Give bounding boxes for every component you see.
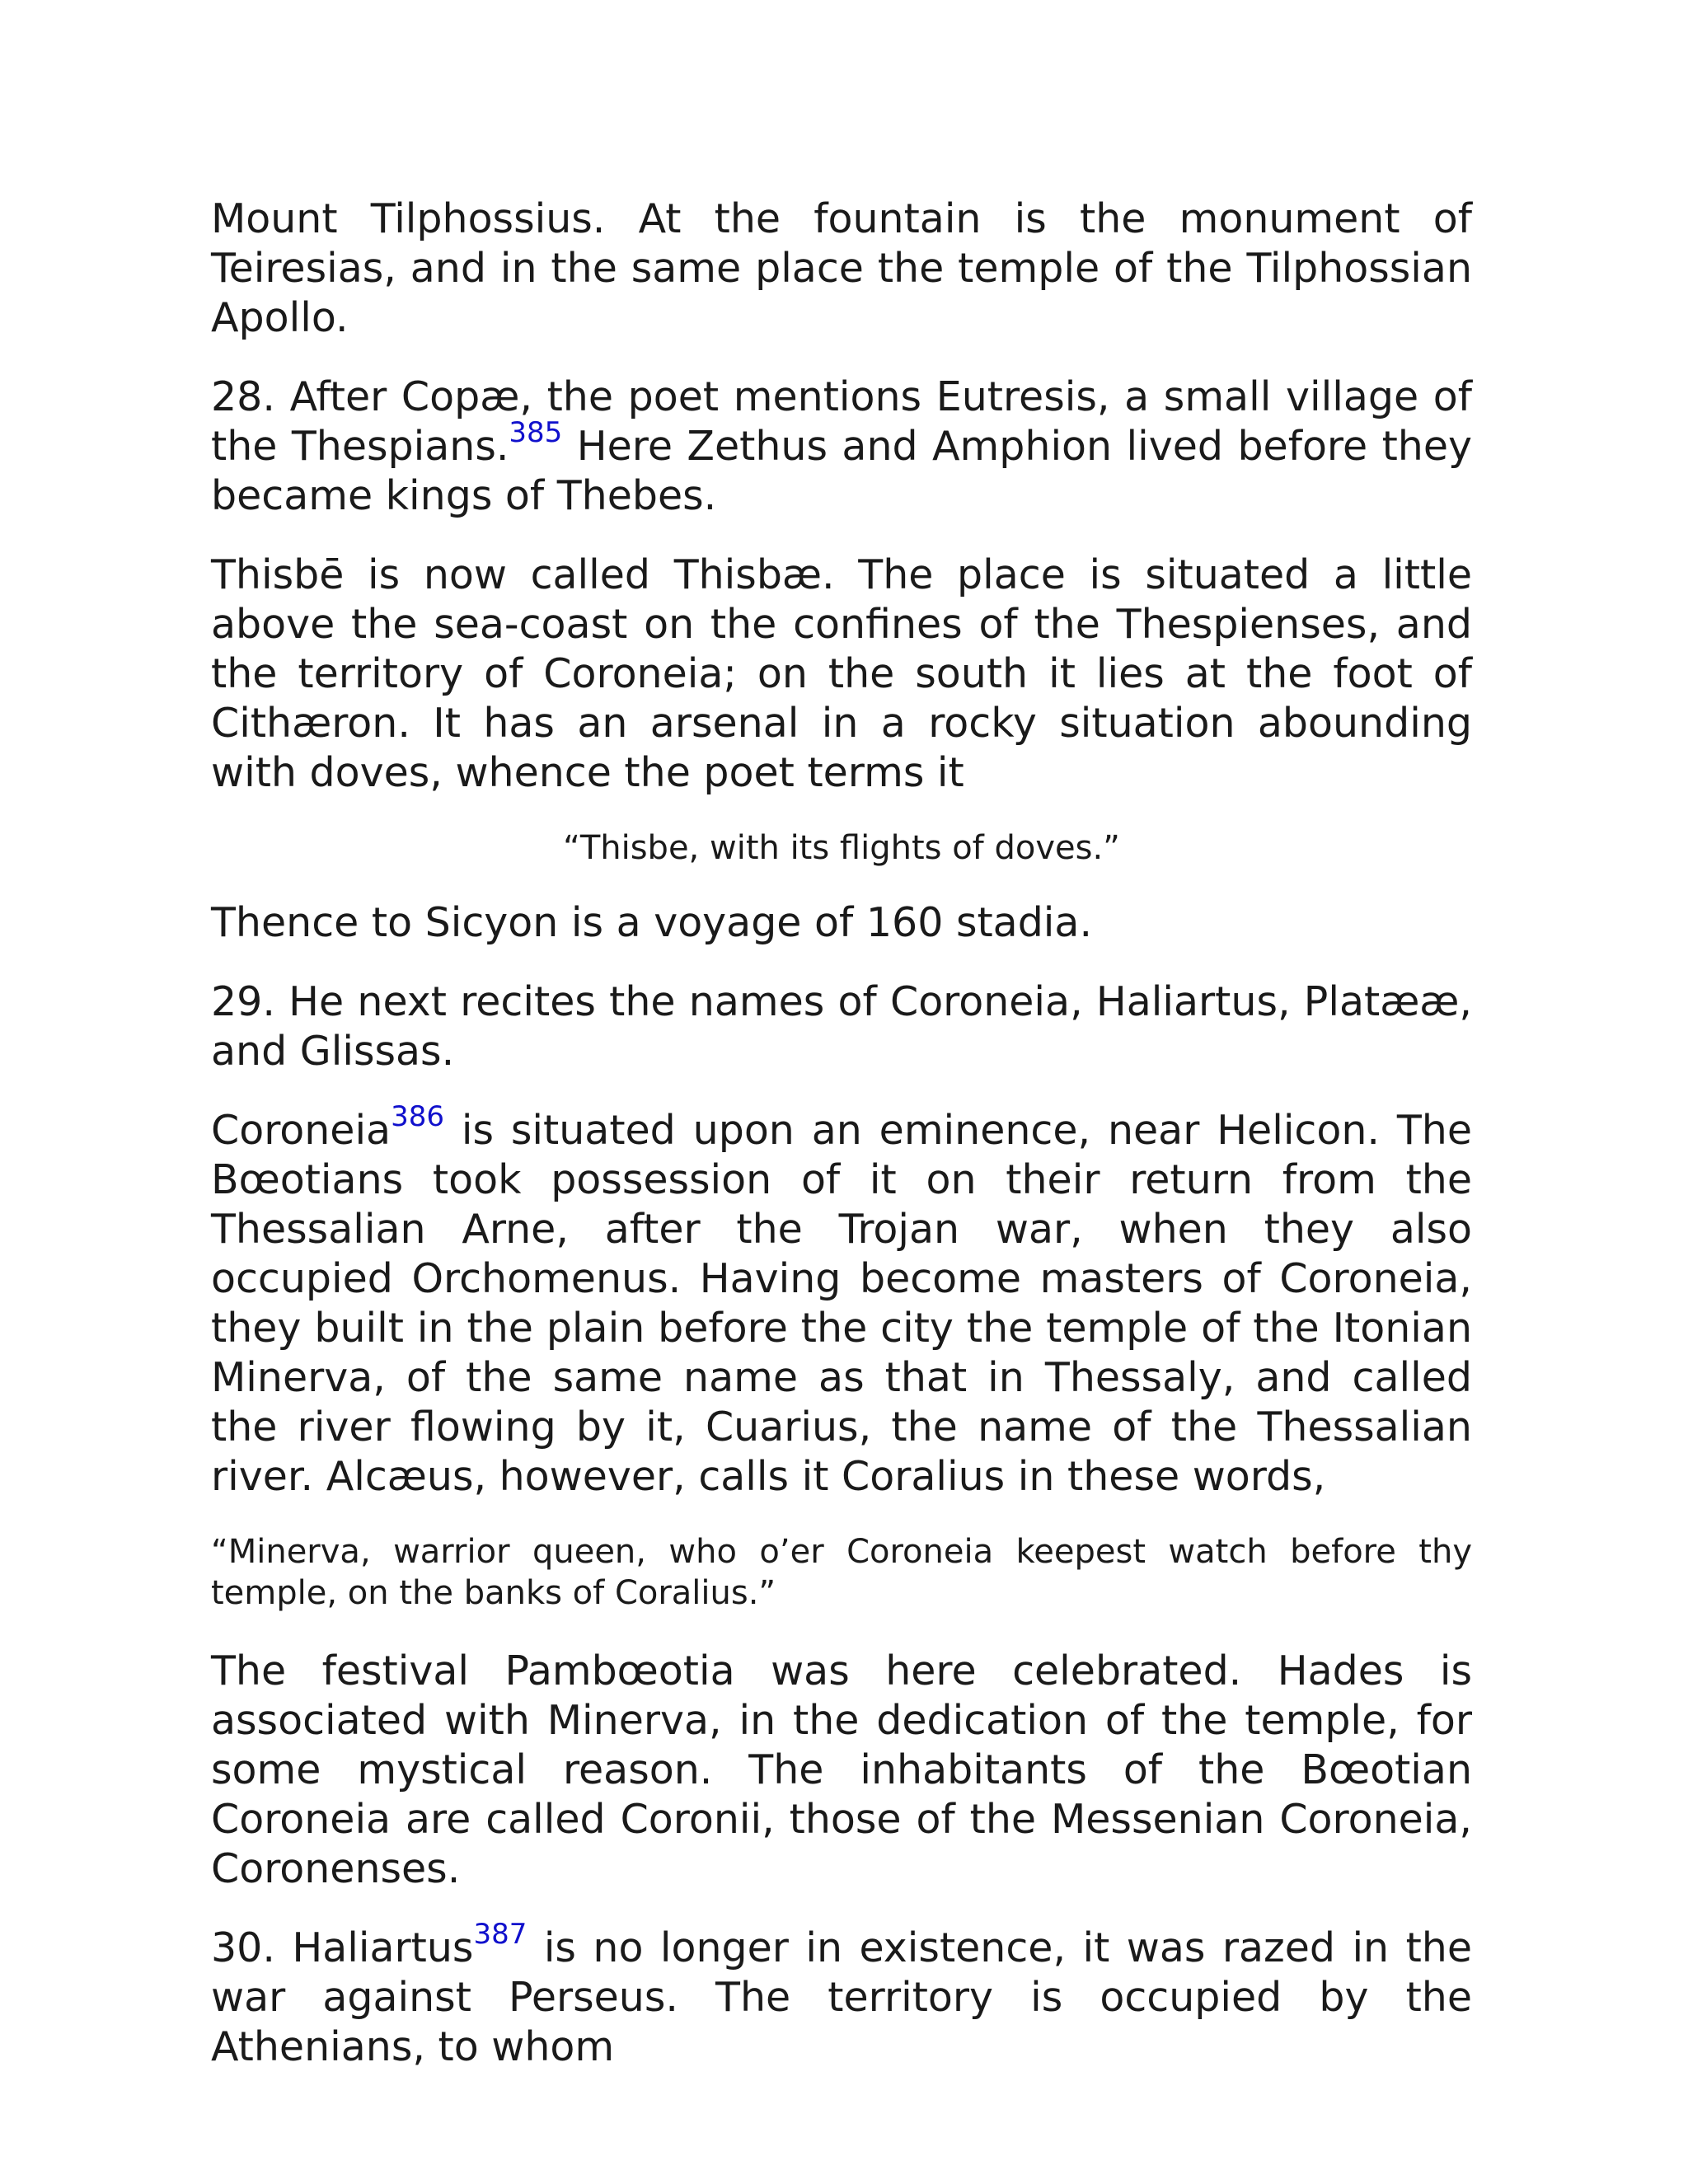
- paragraph-text: Mount Tilphossius. At the fountain is the monument of Teiresias, and in the same place the temple of the Tilphossian Apollo.: [211, 195, 1472, 341]
- paragraph-text: 29. He next recites the names of Coroneia, Haliartus, Platææ, and Glissas.: [211, 978, 1472, 1075]
- quote-minerva: “Minerva, warrior queen, who o’er Coroneia keepest watch before thy temple, on the banks of Coralius.”: [211, 1533, 1472, 1612]
- paragraph-text: is situated upon an eminence, near Helicon. The Bœotians took possession of it on their return from the Thessalian Arne, after the Trojan war, when they also occupied Orchomenus. Having become masters of Coroneia, they built in the plain before the city the temple of the Itonian Minerva, of the same name as that in Thessaly, and called the river flowing by it, Cuarius, the name of the Thessalian river. Alcæus, however, calls it Coralius in these words,: [211, 1107, 1472, 1500]
- paragraph-28-eutresis: [211, 373, 1472, 521]
- paragraph-30-haliartus: [211, 1918, 1472, 2072]
- paragraph-text: 28. After Copæ, the poet mentions Eutresis, a small village of the Thespians.: [211, 373, 1472, 470]
- footnote-link-386[interactable]: 386: [391, 1100, 444, 1133]
- paragraph-sicyon-voyage: [211, 898, 1472, 948]
- paragraph-text: Thence to Sicyon is a voyage of 160 stadia.: [211, 899, 1093, 946]
- footnote-link-387[interactable]: 387: [473, 1918, 528, 1951]
- paragraph-coroneia: [211, 1100, 1472, 1502]
- paragraph-text: 30. Haliartus: [211, 1924, 474, 1971]
- paragraph-thisbe: [211, 551, 1472, 798]
- footnote-link-385[interactable]: 385: [509, 416, 563, 449]
- paragraph-text: is no longer in existence, it was razed in the war against Perseus. The territory is occupied by the Athenians, to whom: [211, 1924, 1472, 2070]
- paragraph-pamboeotia: [211, 1647, 1472, 1894]
- document-page: [211, 194, 1472, 2102]
- paragraph-text: Thisbē is now called Thisbæ. The place is situated a little above the sea-coast on the confines of the Thespienses, and the territory of Coroneia; on the south it lies at the foot of Cithæron. It has an arsenal in a rocky situation abounding with doves, whence the poet terms it: [211, 551, 1472, 796]
- paragraph-text: Coroneia: [211, 1107, 392, 1154]
- paragraph-mount-tilphossius: [211, 194, 1472, 343]
- quote-thisbe-doves: “Thisbe, with its flights of doves.”: [563, 829, 1120, 867]
- paragraph-29-names: [211, 977, 1472, 1076]
- paragraph-text: Here Zethus and Amphion lived before they became kings of Thebes.: [211, 423, 1472, 519]
- paragraph-text: The festival Pambœotia was here celebrated. Hades is associated with Minerva, in the dedication of the temple, for some mystical reason. The inhabitants of the Bœotian Coroneia are called Coronii, those of the Messenian Coroneia, Coronenses.: [211, 1647, 1472, 1892]
